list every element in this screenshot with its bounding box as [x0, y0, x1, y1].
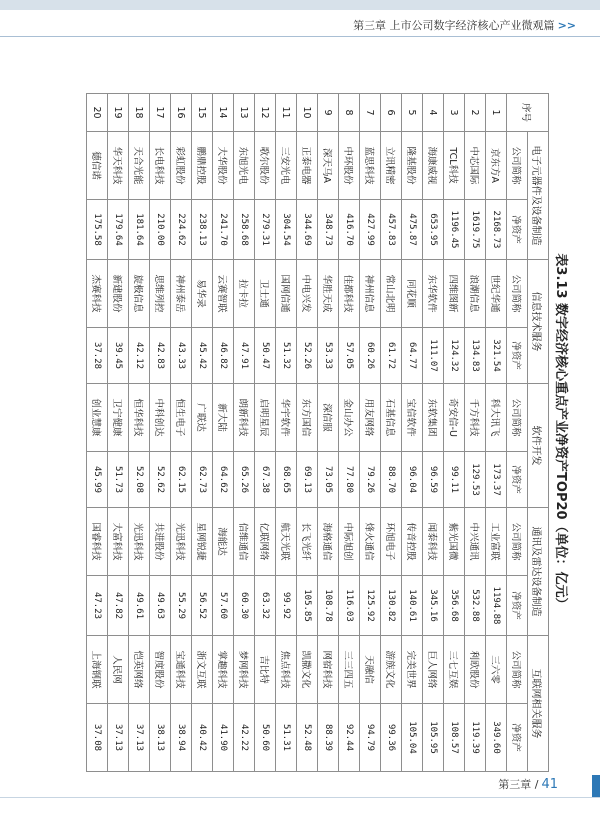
company-cell: 掌趣科技 [213, 636, 234, 704]
company-cell: 创业慧康 [87, 384, 108, 452]
seq-cell: 5 [402, 94, 423, 132]
net-assets-cell: 1194.88 [486, 576, 507, 636]
net-assets-cell: 140.61 [402, 576, 423, 636]
company-cell: 海康威视 [423, 132, 444, 200]
net-assets-cell: 53.33 [318, 328, 339, 384]
company-cell: 卫宁健康 [108, 384, 129, 452]
seq-cell: 16 [171, 94, 192, 132]
company-cell: 恒生电子 [171, 384, 192, 452]
company-cell: 广联达 [192, 384, 213, 452]
company-cell: 世纪华通 [486, 260, 507, 328]
company-cell: 石基信息 [381, 384, 402, 452]
table-row [150, 94, 171, 772]
page-number: 41 [541, 777, 558, 792]
sub-header-row [507, 94, 528, 772]
company-cell: 用友网络 [360, 384, 381, 452]
company-cell: 共进股份 [150, 508, 171, 576]
table-title: 表3.13 数字经济核心重点产业净资产TOP20（单位：亿元） [553, 253, 568, 611]
net-assets-cell: 241.70 [213, 200, 234, 260]
net-assets-cell: 57.05 [339, 328, 360, 384]
company-cell: 华天科技 [108, 132, 129, 200]
double-chevron-icon: >> [557, 19, 576, 32]
company-cell: 环旭电子 [381, 508, 402, 576]
company-cell: 华胜天成 [318, 260, 339, 328]
net-assets-cell: 37.08 [87, 704, 108, 772]
seq-cell: 9 [318, 94, 339, 132]
company-cell: 东旭光电 [234, 132, 255, 200]
seq-cell: 6 [381, 94, 402, 132]
net-assets-cell: 61.72 [381, 328, 402, 384]
company-cell: 同花顺 [402, 260, 423, 328]
table-row [339, 94, 360, 772]
seq-cell: 1 [486, 94, 507, 132]
company-cell: 网宿科技 [318, 636, 339, 704]
company-cell: 长飞光纤 [297, 508, 318, 576]
net-assets-cell: 96.04 [402, 452, 423, 508]
net-assets-cell: 40.42 [192, 704, 213, 772]
table-row [465, 94, 486, 772]
company-cell: 新建股份 [108, 260, 129, 328]
net-assets-cell: 105.85 [297, 576, 318, 636]
net-assets-col-header: 净资产 [507, 328, 528, 384]
company-cell: 德信诺 [87, 132, 108, 200]
net-assets-cell: 2168.73 [486, 200, 507, 260]
net-assets-cell: 51.32 [276, 328, 297, 384]
net-assets-cell: 43.33 [171, 328, 192, 384]
net-assets-cell: 52.48 [297, 704, 318, 772]
net-assets-cell: 42.83 [150, 328, 171, 384]
group-header: 电子元器件及设备制造 [528, 132, 549, 260]
footer-accent-bar [592, 775, 600, 797]
net-assets-cell: 73.05 [318, 452, 339, 508]
net-assets-cell: 49.61 [129, 576, 150, 636]
net-assets-col-header: 净资产 [507, 200, 528, 260]
company-cell: 宝信软件 [402, 384, 423, 452]
company-cell: 人民网 [108, 636, 129, 704]
seq-cell: 4 [423, 94, 444, 132]
company-cell: 中兴通讯 [465, 508, 486, 576]
company-cell: 凯撒文化 [297, 636, 318, 704]
net-assets-cell: 349.60 [486, 704, 507, 772]
table-row [255, 94, 276, 772]
net-assets-cell: 56.52 [192, 576, 213, 636]
net-assets-cell: 99.11 [444, 452, 465, 508]
seq-cell: 10 [297, 94, 318, 132]
company-cell: 三六零 [486, 636, 507, 704]
company-cell: 浙文互联 [192, 636, 213, 704]
seq-cell: 8 [339, 94, 360, 132]
net-assets-cell: 345.16 [423, 576, 444, 636]
company-cell: 奇安信-U [444, 384, 465, 452]
company-cell: 利欧股份 [465, 636, 486, 704]
net-assets-cell: 134.83 [465, 328, 486, 384]
net-assets-cell: 92.44 [339, 704, 360, 772]
net-assets-cell: 64.62 [213, 452, 234, 508]
group-header: 互联网相关服务 [528, 636, 549, 772]
company-cell: 卫士通 [255, 260, 276, 328]
company-cell: 歌尔股份 [255, 132, 276, 200]
net-assets-cell: 50.47 [255, 328, 276, 384]
group-header: 信息技术服务 [528, 260, 549, 384]
seq-cell: 3 [444, 94, 465, 132]
net-assets-cell: 210.00 [150, 200, 171, 260]
seq-cell: 7 [360, 94, 381, 132]
company-cell: 三七互娱 [444, 636, 465, 704]
company-cell: 鹏鼎控股 [192, 132, 213, 200]
net-assets-cell: 47.91 [234, 328, 255, 384]
seq-cell: 12 [255, 94, 276, 132]
rotated-table-block [85, 93, 571, 771]
company-cell: 焦点科技 [276, 636, 297, 704]
net-assets-cell: 125.92 [360, 576, 381, 636]
net-assets-cell: 119.39 [465, 704, 486, 772]
net-assets-cell: 88.39 [318, 704, 339, 772]
company-cell: 亿联网络 [255, 508, 276, 576]
company-cell: 隆基股份 [402, 132, 423, 200]
net-assets-cell: 60.26 [360, 328, 381, 384]
table-row [234, 94, 255, 772]
net-assets-cell: 99.36 [381, 704, 402, 772]
top-color-band [0, 0, 600, 10]
net-assets-cell: 173.37 [486, 452, 507, 508]
net-assets-cell: 88.70 [381, 452, 402, 508]
table-row [129, 94, 150, 772]
net-assets-cell: 653.95 [423, 200, 444, 260]
net-assets-cell: 416.70 [339, 200, 360, 260]
company-cell: 深天马A [318, 132, 339, 200]
company-cell: 天合光能 [129, 132, 150, 200]
net-assets-cell: 258.68 [234, 200, 255, 260]
data-table [86, 93, 549, 772]
company-col-header: 公司简称 [507, 636, 528, 704]
group-header: 软件开发 [528, 384, 549, 508]
company-cell: 蓝思科技 [360, 132, 381, 200]
net-assets-cell: 111.07 [423, 328, 444, 384]
footer-chapter: 第三章 / [498, 778, 539, 791]
net-assets-cell: 356.68 [444, 576, 465, 636]
company-cell: 长电科技 [150, 132, 171, 200]
net-assets-cell: 344.69 [297, 200, 318, 260]
table-row [171, 94, 192, 772]
net-assets-cell: 532.88 [465, 576, 486, 636]
seq-cell: 17 [150, 94, 171, 132]
company-cell: 京东方A [486, 132, 507, 200]
company-cell: 新大陆 [213, 384, 234, 452]
company-cell: 海能达 [213, 508, 234, 576]
net-assets-cell: 99.92 [276, 576, 297, 636]
company-cell: 金山办公 [339, 384, 360, 452]
net-assets-cell: 279.31 [255, 200, 276, 260]
table-row [318, 94, 339, 772]
seq-cell: 18 [129, 94, 150, 132]
net-assets-cell: 124.32 [444, 328, 465, 384]
net-assets-cell: 304.54 [276, 200, 297, 260]
company-cell: 云赛智联 [213, 260, 234, 328]
company-cell: 杰赛科技 [87, 260, 108, 328]
net-assets-cell: 42.12 [129, 328, 150, 384]
company-cell: TCL科技 [444, 132, 465, 200]
company-cell: 东华软件 [423, 260, 444, 328]
table-body [87, 94, 507, 772]
net-assets-cell: 179.64 [108, 200, 129, 260]
net-assets-cell: 38.94 [171, 704, 192, 772]
net-assets-col-header: 净资产 [507, 704, 528, 772]
company-cell: 传音控股 [402, 508, 423, 576]
net-assets-cell: 108.78 [318, 576, 339, 636]
net-assets-cell: 37.28 [87, 328, 108, 384]
footer-divider [0, 797, 600, 798]
company-cell: 梦网科技 [234, 636, 255, 704]
table-row [423, 94, 444, 772]
company-cell: 光迅科技 [129, 508, 150, 576]
net-assets-cell: 116.03 [339, 576, 360, 636]
net-assets-cell: 427.99 [360, 200, 381, 260]
net-assets-cell: 52.62 [150, 452, 171, 508]
net-assets-cell: 457.83 [381, 200, 402, 260]
net-assets-cell: 37.13 [108, 704, 129, 772]
company-cell: 三安光电 [276, 132, 297, 200]
company-cell: 常山北明 [381, 260, 402, 328]
table-row [276, 94, 297, 772]
company-cell: 大华股份 [213, 132, 234, 200]
net-assets-cell: 39.45 [108, 328, 129, 384]
company-cell: 工业富联 [486, 508, 507, 576]
company-cell: 吉比特 [255, 636, 276, 704]
company-col-header: 公司简称 [507, 384, 528, 452]
table-row [402, 94, 423, 772]
chapter-title: 第三章 上市公司数字经济核心产业微观篇 [353, 19, 555, 32]
table-row [108, 94, 129, 772]
company-cell: 四维图新 [444, 260, 465, 328]
net-assets-cell: 65.26 [234, 452, 255, 508]
net-assets-cell: 51.31 [276, 704, 297, 772]
net-assets-cell: 45.42 [192, 328, 213, 384]
net-assets-cell: 79.26 [360, 452, 381, 508]
net-assets-cell: 49.63 [150, 576, 171, 636]
net-assets-cell: 45.99 [87, 452, 108, 508]
net-assets-cell: 62.15 [171, 452, 192, 508]
company-cell: 大富科技 [108, 508, 129, 576]
company-cell: 恺英网络 [129, 636, 150, 704]
net-assets-cell: 47.23 [87, 576, 108, 636]
seq-cell: 2 [465, 94, 486, 132]
net-assets-cell: 108.57 [444, 704, 465, 772]
table-row [192, 94, 213, 772]
net-assets-cell: 41.90 [213, 704, 234, 772]
net-assets-cell: 57.60 [213, 576, 234, 636]
company-cell: 闻泰科技 [423, 508, 444, 576]
net-assets-cell: 105.04 [402, 704, 423, 772]
seq-cell: 11 [276, 94, 297, 132]
company-cell: 三三四五 [339, 636, 360, 704]
header-divider [0, 36, 600, 37]
company-cell: 恒华科技 [129, 384, 150, 452]
company-cell: 立讯精密 [381, 132, 402, 200]
company-cell: 神州泰岳 [171, 260, 192, 328]
net-assets-cell: 60.30 [234, 576, 255, 636]
company-cell: 易华录 [192, 260, 213, 328]
company-cell: 朗新科技 [234, 384, 255, 452]
net-assets-cell: 67.38 [255, 452, 276, 508]
company-cell: 航天光联 [276, 508, 297, 576]
net-assets-cell: 69.13 [297, 452, 318, 508]
net-assets-cell: 47.82 [108, 576, 129, 636]
net-assets-cell: 1196.45 [444, 200, 465, 260]
table-row [360, 94, 381, 772]
company-col-header: 公司简称 [507, 508, 528, 576]
company-cell: 正泰电器 [297, 132, 318, 200]
company-cell: 中芯国际 [465, 132, 486, 200]
company-cell: 中环股份 [339, 132, 360, 200]
company-cell: 光迅科技 [171, 508, 192, 576]
company-cell: 彩虹股份 [171, 132, 192, 200]
net-assets-cell: 52.08 [129, 452, 150, 508]
table-row [297, 94, 318, 772]
company-col-header: 公司简称 [507, 132, 528, 200]
table-row [381, 94, 402, 772]
company-cell: 思维列控 [150, 260, 171, 328]
company-cell: 深信服 [318, 384, 339, 452]
company-cell: 烽火通信 [360, 508, 381, 576]
net-assets-cell: 55.29 [171, 576, 192, 636]
net-assets-cell: 475.87 [402, 200, 423, 260]
company-cell: 智度股份 [150, 636, 171, 704]
company-cell: 佳都科技 [339, 260, 360, 328]
net-assets-cell: 224.62 [171, 200, 192, 260]
seq-cell: 13 [234, 94, 255, 132]
company-col-header: 公司简称 [507, 260, 528, 328]
company-cell: 启明星辰 [255, 384, 276, 452]
net-assets-cell: 52.26 [297, 328, 318, 384]
net-assets-cell: 105.95 [423, 704, 444, 772]
table-row [486, 94, 507, 772]
company-cell: 千方科技 [465, 384, 486, 452]
net-assets-cell: 37.13 [129, 704, 150, 772]
table-row [87, 94, 108, 772]
company-cell: 浪潮信息 [465, 260, 486, 328]
company-cell: 中电兴发 [297, 260, 318, 328]
net-assets-cell: 96.59 [423, 452, 444, 508]
seq-cell: 20 [87, 94, 108, 132]
net-assets-col-header: 净资产 [507, 576, 528, 636]
table-row [444, 94, 465, 772]
seq-cell: 15 [192, 94, 213, 132]
company-cell: 巨人网络 [423, 636, 444, 704]
net-assets-cell: 238.13 [192, 200, 213, 260]
company-cell: 神州信息 [360, 260, 381, 328]
company-cell: 上海钢联 [87, 636, 108, 704]
net-assets-cell: 51.73 [108, 452, 129, 508]
company-cell: 中际旭创 [339, 508, 360, 576]
company-cell: 国网信通 [276, 260, 297, 328]
company-cell: 信维通信 [234, 508, 255, 576]
company-cell: 中科创达 [150, 384, 171, 452]
company-cell: 完美世界 [402, 636, 423, 704]
group-header-row [528, 94, 549, 772]
company-cell: 拉卡拉 [234, 260, 255, 328]
net-assets-cell: 129.53 [465, 452, 486, 508]
page-footer [498, 776, 558, 792]
net-assets-cell: 77.80 [339, 452, 360, 508]
company-cell: 旋极信息 [129, 260, 150, 328]
seq-header: 序号 [507, 94, 549, 132]
net-assets-cell: 46.82 [213, 328, 234, 384]
net-assets-cell: 321.54 [486, 328, 507, 384]
net-assets-cell: 63.32 [255, 576, 276, 636]
company-cell: 宝通科技 [171, 636, 192, 704]
seq-cell: 19 [108, 94, 129, 132]
company-cell: 华宇软件 [276, 384, 297, 452]
net-assets-cell: 42.22 [234, 704, 255, 772]
seq-cell: 14 [213, 94, 234, 132]
net-assets-cell: 175.58 [87, 200, 108, 260]
net-assets-cell: 68.65 [276, 452, 297, 508]
company-cell: 科大讯飞 [486, 384, 507, 452]
net-assets-cell: 1619.75 [465, 200, 486, 260]
company-cell: 东方国信 [297, 384, 318, 452]
net-assets-cell: 94.79 [360, 704, 381, 772]
group-header: 通讯及雷达设备制造 [528, 508, 549, 636]
net-assets-col-header: 净资产 [507, 452, 528, 508]
company-cell: 星网锐捷 [192, 508, 213, 576]
net-assets-cell: 50.60 [255, 704, 276, 772]
company-cell: 天融信 [360, 636, 381, 704]
company-cell: 国睿科技 [87, 508, 108, 576]
net-assets-cell: 181.64 [129, 200, 150, 260]
net-assets-cell: 38.13 [150, 704, 171, 772]
net-assets-cell: 62.73 [192, 452, 213, 508]
table-row [213, 94, 234, 772]
company-cell: 海格通信 [318, 508, 339, 576]
running-header [353, 17, 576, 33]
net-assets-cell: 64.77 [402, 328, 423, 384]
company-cell: 紫光国微 [444, 508, 465, 576]
company-cell: 东软集团 [423, 384, 444, 452]
company-cell: 游族文化 [381, 636, 402, 704]
net-assets-cell: 348.73 [318, 200, 339, 260]
net-assets-cell: 130.82 [381, 576, 402, 636]
